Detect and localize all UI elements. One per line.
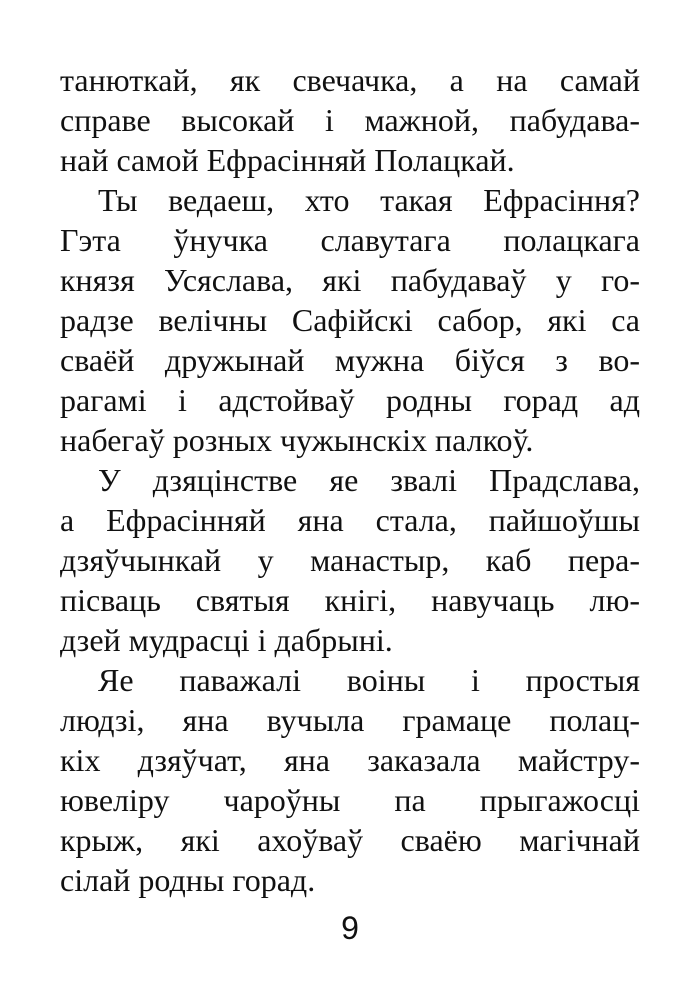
paragraph-4 bbox=[60, 660, 640, 900]
text-line: набегаў розных чужынскіх палкоў. bbox=[60, 422, 534, 458]
text-line: справе высокай і мажной, пабудава- bbox=[60, 102, 640, 138]
text-line: ювеліру чароўны па прыгажосці bbox=[60, 782, 640, 818]
paragraph-1 bbox=[60, 60, 640, 180]
text-line: сваёй дружынай мужна біўся з во- bbox=[60, 342, 640, 378]
text-block bbox=[60, 60, 640, 900]
text-line: най самой Ефрасінняй Полацкай. bbox=[60, 142, 515, 178]
text-line: а Ефрасінняй яна стала, пайшоўшы bbox=[60, 502, 640, 538]
text-line: пісваць святыя кнігі, навучаць лю- bbox=[60, 582, 640, 618]
text-line: рагамі і адстойваў родны горад ад bbox=[60, 382, 640, 418]
text-line: радзе велічны Сафійскі сабор, які са bbox=[60, 302, 640, 338]
paragraph-2 bbox=[60, 180, 640, 460]
text-line: крыж, які ахоўваў сваёю магічнай bbox=[60, 822, 640, 858]
text-line: Яе паважалі воіны і простыя bbox=[98, 662, 640, 698]
text-line: Гэта ўнучка славутага полацкага bbox=[60, 222, 640, 258]
text-line: Ты ведаеш, хто такая Ефрасіння? bbox=[98, 182, 640, 218]
text-line: князя Усяслава, які пабудаваў у го- bbox=[60, 262, 640, 298]
page-number: 9 bbox=[341, 910, 359, 946]
paragraph-3 bbox=[60, 460, 640, 660]
text-line: дзей мудрасці і дабрыні. bbox=[60, 622, 393, 658]
text-line: дзяўчынкай у манастыр, каб пера- bbox=[60, 542, 640, 578]
text-line: сілай родны горад. bbox=[60, 862, 316, 898]
text-line: людзі, яна вучыла грамаце полац- bbox=[60, 702, 640, 738]
text-line: кіх дзяўчат, яна заказала майстру- bbox=[60, 742, 640, 778]
text-line: У дзяцінстве яе звалі Прадслава, bbox=[98, 462, 640, 498]
text-line: танюткай, як свечачка, а на самай bbox=[60, 62, 640, 98]
